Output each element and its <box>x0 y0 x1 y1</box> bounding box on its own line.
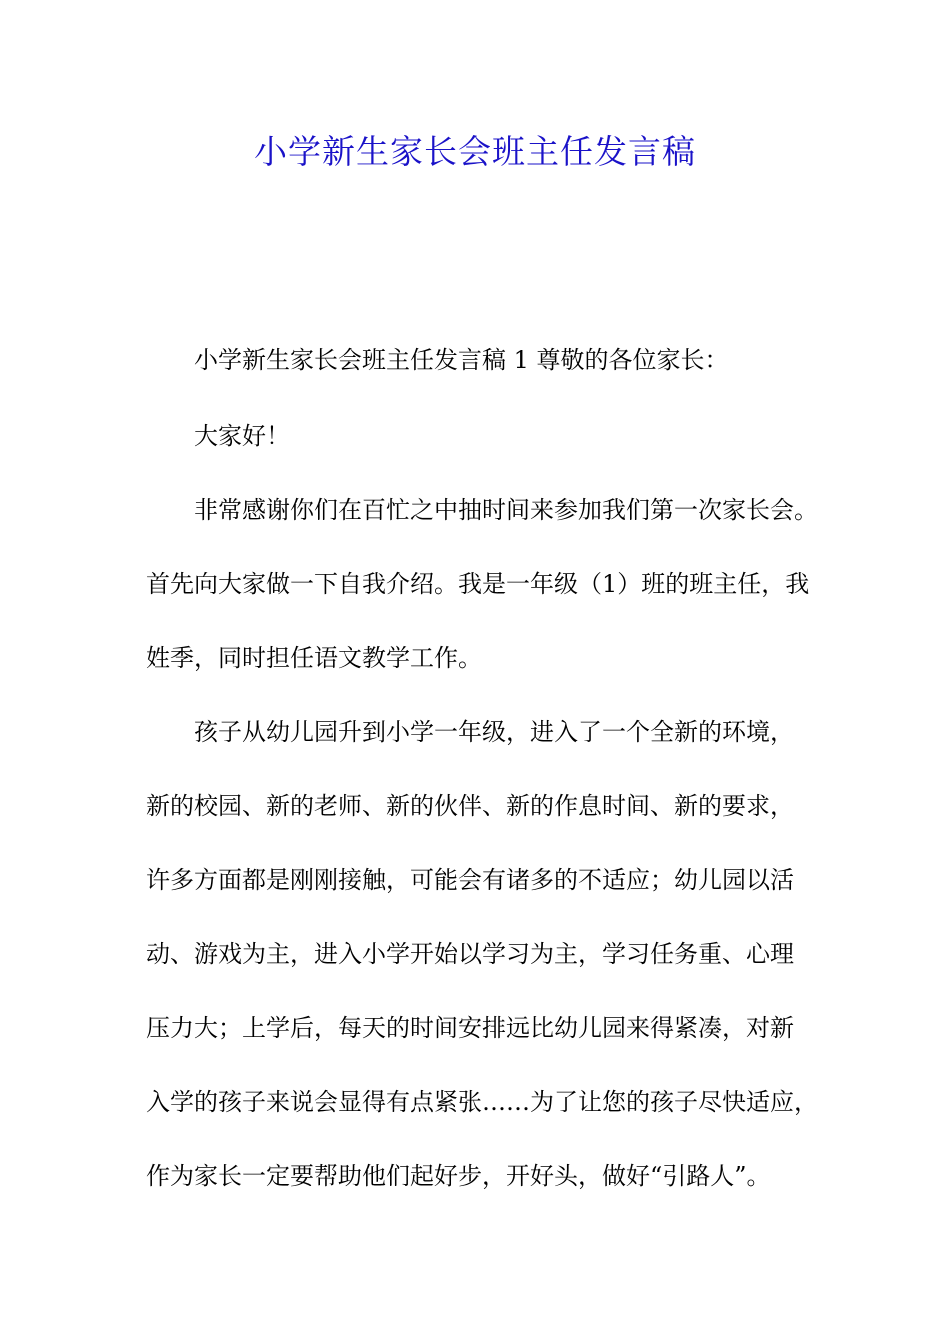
paragraph-line: 入学的孩子来说会显得有点紧张……为了让您的孩子尽快适应， <box>146 1088 818 1116</box>
paragraph-line: 小学新生家长会班主任发言稿 1 尊敬的各位家长： <box>194 346 729 374</box>
paragraph-line: 动、游戏为主，进入小学开始以学习为主，学习任务重、心理 <box>146 940 794 968</box>
paragraph-line: 姓季，同时担任语文教学工作。 <box>146 644 482 672</box>
paragraph-line: 许多方面都是刚刚接触，可能会有诸多的不适应；幼儿园以活 <box>146 866 794 894</box>
paragraph-line: 非常感谢你们在百忙之中抽时间来参加我们第一次家长会。 <box>194 496 818 524</box>
document-title: 小学新生家长会班主任发言稿 <box>254 132 696 171</box>
paragraph-line: 新的校园、新的老师、新的伙伴、新的作息时间、新的要求， <box>146 792 794 820</box>
paragraph-line: 首先向大家做一下自我介绍。我是一年级（1）班的班主任，我 <box>146 570 810 598</box>
paragraph-line: 压力大；上学后，每天的时间安排远比幼儿园来得紧凑，对新 <box>146 1014 794 1042</box>
paragraph-line: 孩子从幼儿园升到小学一年级，进入了一个全新的环境， <box>194 718 794 746</box>
paragraph-line: 作为家长一定要帮助他们起好步，开好头，做好“引路人”。 <box>146 1162 771 1190</box>
paragraph-line: 大家好！ <box>194 422 290 450</box>
